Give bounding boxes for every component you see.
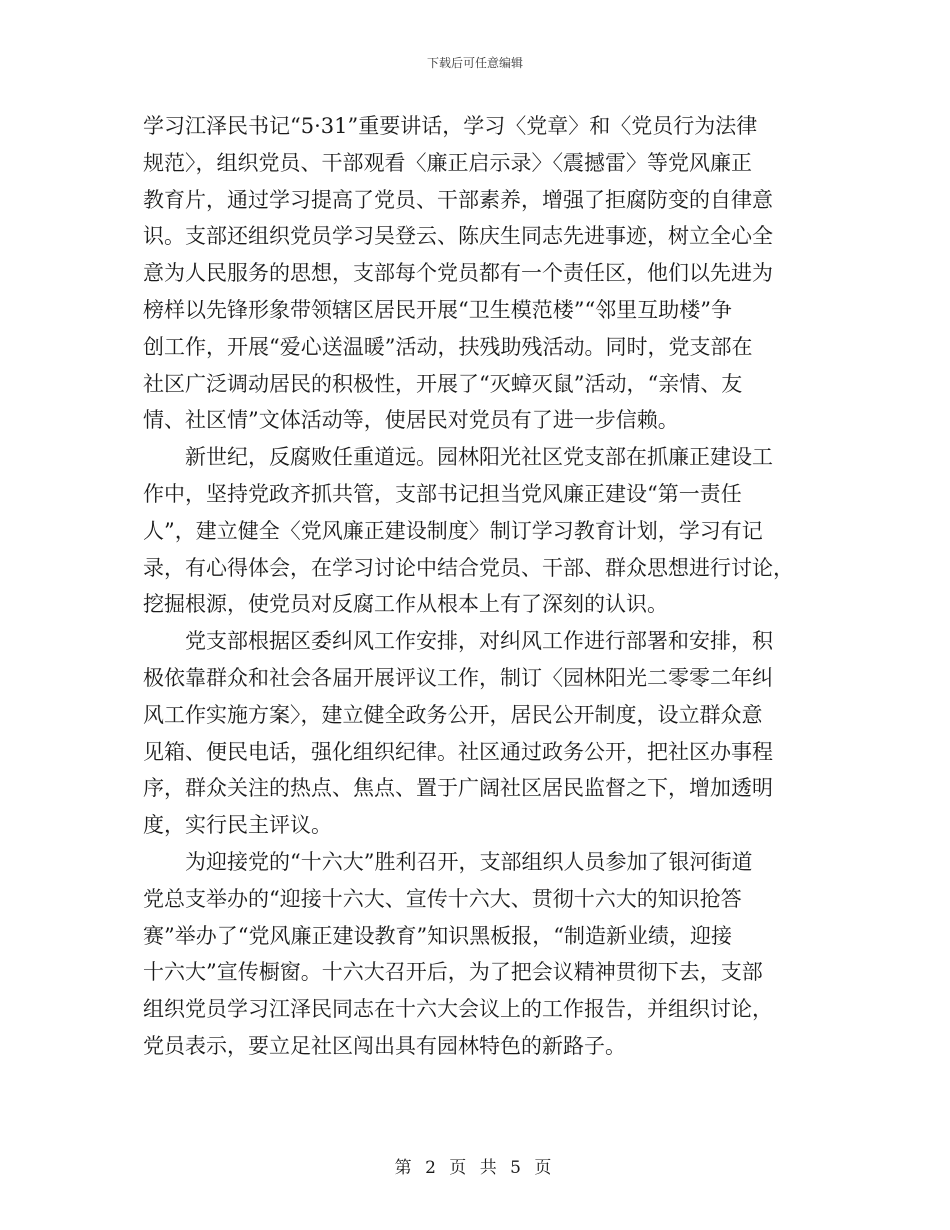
text-line: 学习江泽民书记“5·31”重要讲话，学习〈党章〉和〈党员行为法律 bbox=[143, 114, 758, 138]
text-line: 挖掘根源，使党员对反腐工作从根本上有了深刻的认识。 bbox=[143, 592, 668, 617]
text-line: 党支部根据区委纠风工作安排，对纠风工作进行部署和安排，积 bbox=[185, 629, 773, 654]
text-line: 度，实行民主评议。 bbox=[143, 813, 332, 838]
page-header: 下载后可任意编辑 bbox=[426, 56, 523, 70]
text-line: 十六大”宣传橱窗。十六大召开后，为了把会议精神贯彻下去，支部 bbox=[143, 960, 763, 985]
text-line: 录，有心得体会，在学习讨论中结合党员、干部、群众思想进行讨论， bbox=[143, 555, 794, 580]
text-line: 风工作实施方案〉，建立健全政务公开，居民公开制度，设立群众意 bbox=[143, 702, 763, 727]
text-line: 组织党员学习江泽民同志在十六大会议上的工作报告，并组织讨论， bbox=[143, 997, 773, 1022]
text-line: 规范〉，组织党员、干部观看〈廉正启示录〉〈震撼雷〉等党风廉正 bbox=[143, 150, 752, 175]
text-line: 赛”举办了“党风廉正建设教育”知识黑板报，“制造新业绩，迎接 bbox=[143, 923, 732, 948]
text-line: 人”，建立健全〈党风廉正建设制度〉制订学习教育计划，学习有记 bbox=[143, 518, 763, 543]
text-line: 识。支部还组织党员学习吴登云、陈庆生同志先进事迹，树立全心全 bbox=[143, 224, 773, 249]
text-line: 序，群众关注的热点、焦点、置于广阔社区居民监督之下，增加透明 bbox=[143, 776, 773, 801]
text-line: 新世纪，反腐败任重道远。园林阳光社区党支部在抓廉正建设工 bbox=[185, 445, 773, 470]
text-line: 作中，坚持党政齐抓共管，支部书记担当党风廉正建设“第一责任 bbox=[143, 481, 742, 506]
text-line: 教育片，通过学习提高了党员、干部素养，增强了拒腐防变的自律意 bbox=[143, 187, 773, 212]
document-body bbox=[143, 108, 808, 1065]
text-line: 党总支举办的“迎接十六大、宣传十六大、贯彻十六大的知识抢答 bbox=[143, 886, 742, 911]
page-number-footer: 第 2 页 共 5 页 bbox=[394, 1158, 556, 1178]
text-line: 为迎接党的“十六大”胜利召开，支部组织人员参加了银河街道 bbox=[185, 849, 753, 874]
text-line: 社区广泛调动居民的积极性，开展了“灭蟑灭鼠”活动，“亲情、友 bbox=[143, 371, 743, 396]
text-line: 极依靠群众和社会各届开展评议工作，制订〈园林阳光二零零二年纠 bbox=[143, 665, 773, 690]
text-line: 见箱、便民电话，强化组织纪律。社区通过政务公开，把社区办事程 bbox=[143, 739, 773, 764]
text-line: 意为人民服务的思想，支部每个党员都有一个责任区，他们以先进为 bbox=[143, 261, 773, 286]
text-line: 情、社区情”文体活动等，使居民对党员有了进一步信赖。 bbox=[143, 408, 679, 433]
text-line: 党员表示，要立足社区闯出具有园林特色的新路子。 bbox=[143, 1033, 626, 1058]
text-line: 榜样以先锋形象带领辖区居民开展“卫生模范楼”“邻里互助楼”争 bbox=[143, 297, 732, 322]
text-line: 创工作，开展“爱心送温暖”活动，扶残助残活动。同时，党支部在 bbox=[143, 334, 753, 359]
